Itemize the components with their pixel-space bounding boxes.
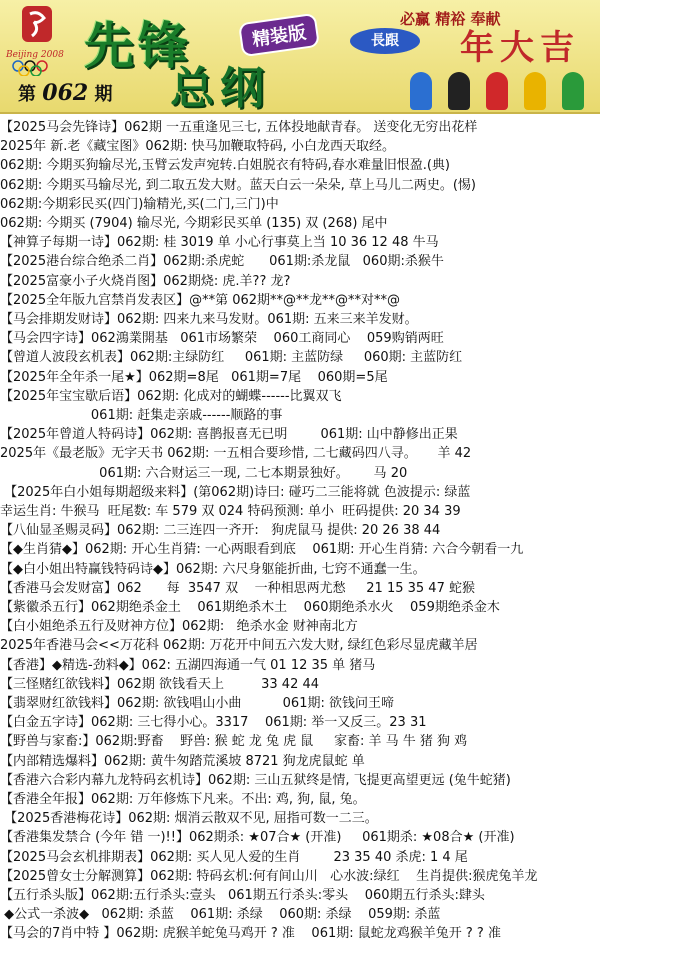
issue-suffix: 期 xyxy=(94,84,113,105)
olympic-logo xyxy=(4,4,72,76)
text-line: 【2025曾女士分解测算】062期: 特码玄机:何有间山川 心水波:绿红 生肖提供:猴虎兔羊龙 xyxy=(0,868,538,884)
banner-oval-badge: 長跟 xyxy=(350,28,420,54)
text-line: 【2025港台综合绝杀二肖】062期:杀虎蛇 061期:杀龙鼠 060期:杀猴牛 xyxy=(0,254,444,270)
text-line: 【马会四字诗】062鴻業開基 061市场繁荣 060工商同心 059购销两旺 xyxy=(0,331,444,347)
text-line: 【香港集发禁合 (今年 错 一)!!】062期杀: ★07合★ (开准) 061期杀: ★08合★ (开准) xyxy=(0,830,515,846)
text-line: 【◆白小姐出特赢钱特码诗◆】062期: 六尺身躯能折曲, 七窍不通蠢一生。 xyxy=(0,561,426,577)
text-line: 【2025富豪小子火烧肖图】062期烧: 虎.羊?? 龙? xyxy=(0,273,291,289)
banner-horse-text: 年大吉 xyxy=(460,28,580,68)
issue-number: 062 xyxy=(42,80,89,106)
text-line: 【白小姐绝杀五行及财神方位】062期: 绝杀水金 财神南北方 xyxy=(0,619,358,635)
text-line: 【八仙显圣赐灵码】062期: 二三连四一齐开: 狗虎鼠马 提供: 20 26 38 44 xyxy=(0,523,441,539)
text-line: 【马会的7肖中特 】062期: 虎猴羊蛇兔马鸡开 ? 准 061期: 鼠蛇龙鸡猴羊兔开 ? ? 准 xyxy=(0,926,501,942)
banner-title-sub: 总纲 xyxy=(170,63,270,114)
mascot-group xyxy=(400,60,600,110)
text-line: 【2025年全年杀一尾★】062期=8尾 061期=7尾 060期=5尾 xyxy=(0,369,388,385)
mascot-black xyxy=(448,72,470,110)
mascot-yellow xyxy=(524,72,546,110)
text-line: 【香港六合彩内幕九龙特码玄机诗】062期: 三山五狱终是情, 飞提更高望更远 (兔牛蛇猪) xyxy=(0,772,511,788)
text-line: ◆公式一杀波◆ 062期: 杀蓝 061期: 杀绿 060期: 杀绿 059期: 杀蓝 xyxy=(0,907,441,923)
text-line: 062期: 今期买 (7904) 输尽光, 今期彩民买单 (135) 双 (268) 尾中 xyxy=(0,216,388,231)
text-line: 【2025马会玄机排期表】062期: 买人见人爱的生肖 23 35 40 杀虎: 1 4 尾 xyxy=(0,849,468,865)
banner-title-main: 先锋 xyxy=(84,16,192,75)
text-line: 2025年 新.老《藏宝图》062期: 快马加鞭取特码, 小白龙西天取经。 xyxy=(0,139,395,155)
text-line: 【野兽与家畜:】062期:野畜 野兽: 猴 蛇 龙 兔 虎 鼠 家畜: 羊 马 牛 猪 狗 鸡 xyxy=(0,734,468,750)
text-line: 【香港全年报】062期: 万年修炼下凡来。不出: 鸡, 狗, 鼠, 兔。 xyxy=(0,792,366,807)
text-line: 2025年香港马会<<万花科 062期: 万花开中间五六发大财, 绿红色彩尽显虎藏羊居 xyxy=(0,638,478,654)
text-line: 【2025年白小姐每期超级来料】(第062期)诗曰: 碰巧二三能将就 色波提示: 绿蓝 xyxy=(0,484,471,500)
text-line: 【香港马会发财富】062 每 3547 双 一种相思两尤愁 21 15 35 47 蛇猴 xyxy=(0,580,475,596)
text-line: 【三怪赌红欲钱料】062期 欲钱看天上 33 42 44 xyxy=(0,676,320,692)
text-line: 062期: 今期买马输尽光, 到二取五发大财。蓝天白云一朵朵, 草上马儿二两史。(惕) xyxy=(0,177,476,193)
header-banner xyxy=(0,0,600,114)
text-line: 062期: 今期买狗输尽光,玉臂云发声宛转.白姐脱衣有特码,春水难量旧恨盈.(典) xyxy=(0,158,450,174)
logo-text: Beijing 2008 xyxy=(6,50,64,60)
mascot-red xyxy=(486,72,508,110)
text-line: 【2025香港梅花诗】062期: 烟消云散双不见, 屈指可数一二三。 xyxy=(0,811,378,827)
text-line: 【紫徽杀五行】062期绝杀金土 061期绝杀木土 060期绝杀水火 059期绝杀金木 xyxy=(0,600,500,615)
text-line: 【曾道人波段玄机表】062期:主绿防红 061期: 主蓝防绿 060期: 主蓝防红 xyxy=(0,350,463,366)
edition-tag: 精装版 xyxy=(238,13,320,58)
text-line: 【2025年曾道人特码诗】062期: 喜鹊报喜无已明 061期: 山中静修出正果 xyxy=(0,427,458,443)
text-line: 【内部精选爆料】062期: 黄牛匆踏荒溪坡 8721 狗龙虎鼠蛇 单 xyxy=(0,753,365,769)
text-line: 【神算子每期一诗】062期: 桂 3019 单 小心行事莫上当 10 36 12 48 牛马 xyxy=(0,235,439,251)
text-line: 061期: 赶集走亲戚------顺路的事 xyxy=(0,408,283,423)
text-line: 【五行杀头版】062期:五行杀头:壹头 061期五行杀头:零头 060期五行杀头:肆头 xyxy=(0,888,485,903)
text-line: 【2025年宝宝歇后语】062期: 化成对的蝴蝶------比翼双飞 xyxy=(0,388,342,404)
text-line: 062期:今期彩民买(四门)输精光,买(二门,三门)中 xyxy=(0,196,279,212)
mascot-blue xyxy=(410,72,432,110)
issue-label xyxy=(18,80,113,106)
issue-prefix: 第 xyxy=(18,84,36,105)
text-line: 【马会排期发财诗】062期: 四来九来马发财。061期: 五来三来羊发财。 xyxy=(0,312,418,327)
banner-slogan: 必赢 精裕 奉献 xyxy=(400,10,501,28)
text-line: 2025年《最老版》无字天书 062期: 一五相合要珍惜, 二七藏码四八寻。 羊 42 xyxy=(0,446,472,462)
text-line: 【2025全年版九宫禁肖发表区】@**第 062期**@**龙**@**对**@ xyxy=(0,292,401,308)
text-line: 【翡翠财红欲钱料】062期: 欲钱唱山小曲 061期: 欲钱问王啼 xyxy=(0,696,394,711)
text-line: 【香港】◆精选-劲料◆】062: 五湖四海通一气 01 12 35 单 猪马 xyxy=(0,657,376,673)
mascot-green xyxy=(562,72,584,110)
text-line: 【白金五字诗】062期: 三七得小心。3317 061期: 举一又反三。23 31 xyxy=(0,715,427,731)
text-line: 幸运生肖: 牛猴马 旺尾数: 车 579 双 024 特码预测: 单小 旺码提供: 20 34 39 xyxy=(0,504,461,519)
text-line: 【2025马会先锋诗】062期 一五重逢见三七, 五体投地献青春。 送变化无穷出花样 xyxy=(0,120,478,135)
text-line: 【◆生肖猜◆】062期: 开心生肖猜: 一心两眼看到底 061期: 开心生肖猜: 六合今朝看一九 xyxy=(0,542,524,558)
text-line: 061期: 六合财运三一现, 二七本期景独好。 马 20 xyxy=(0,465,408,481)
